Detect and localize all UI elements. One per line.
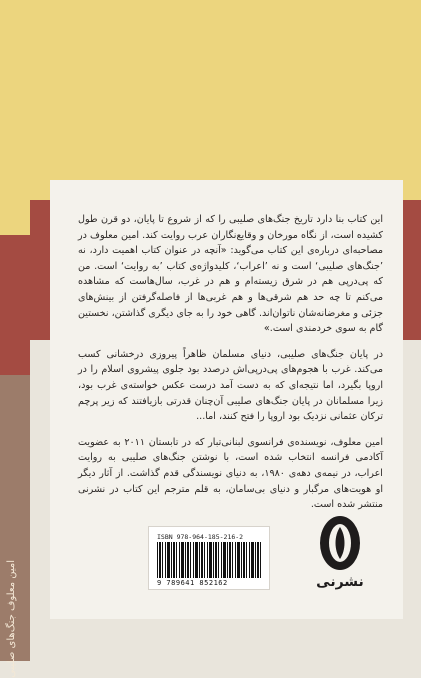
spine-title: امین معلوف جنگ‌های صلیبی bbox=[6, 560, 17, 678]
spine-red-band bbox=[0, 235, 30, 375]
spine-yellow-band bbox=[0, 0, 30, 235]
book-spine bbox=[0, 0, 30, 678]
back-cover-blurb bbox=[78, 212, 383, 513]
publisher-name: نشرنی bbox=[316, 574, 364, 590]
blurb-paragraph-1: این کتاب بنا دارد تاریخ جنگ‌های صلیبی را که از شروع تا پایان، دو قرن طول کشیده است، از نگاه مورخان و وقایع‌نگاران عرب روایت کند. امین معلوف در مصاحبه‌ای درباره‌ی این کتاب می‌گوید: «آنچه در عنوان کتاب اهمیت دارد، نه ’جنگ‌های صلیبی‘ است و نه ’اعراب‘، کلیدواژه‌ی کتاب ’به روایت‘ است. من که پی‌درپی هم در شرق زیسته‌ام و هم در غرب، سال‌هاست که مشاهده می‌کنم تا چه حد هم شرقی‌ها و هم غربی‌ها از فاصله‌گرفتن از بینش‌های جزئی و مغرضانه‌شان ناتوان‌اند. گاهی خود را به جای دیگری گذاشتن، نخستین گام به سوی خردمندی است.» bbox=[78, 214, 383, 335]
publisher-logo bbox=[310, 514, 370, 594]
cover-yellow-band bbox=[30, 0, 421, 200]
blurb-paragraph-3: امین معلوف، نویسنده‌ی فرانسوی لبنانی‌تبار که در تابستان ۲۰۱۱ به عضویت آکادمی فرانسه انتخاب شده است، با نوشتن جنگ‌های صلیبی به روایت اعراب، در نیمه‌ی دهه‌ی ۱۹۸۰، به دنیای نویسندگی قدم گذاشت. از آثار دیگر او هویت‌های مرگبار و دنیای بی‌سامان، به قلم مترجم این کتاب در نشرنی منتشر شده است. bbox=[78, 436, 383, 511]
isbn-barcode bbox=[148, 526, 270, 590]
isbn-text: ISBN 978-964-185-216-2 bbox=[157, 533, 244, 541]
blurb-paragraph-2: در پایان جنگ‌های صلیبی، دنیای مسلمان ظاهراً پیروزی درخشانی کسب می‌کند. غرب با هجوم‌های پی‌درپی‌اش درصدد بود جلوی پیشروی اسلام را در اروپا بگیرد، اما نتیجه‌ای که به دست آمد درست عکس خواسته‌ی غرب بود، زیرا مسلمانان در پایان جنگ‌های صلیبی آن‌چنان قدرتی بازیافتند که زیر پرچم ترکان عثمانی نزدیک بود اروپا را فتح کنند، اما... bbox=[78, 348, 383, 423]
barcode-digits: 9 789641 852162 bbox=[157, 579, 228, 587]
reed-logo-icon bbox=[318, 514, 362, 572]
barcode-bars bbox=[157, 542, 261, 578]
